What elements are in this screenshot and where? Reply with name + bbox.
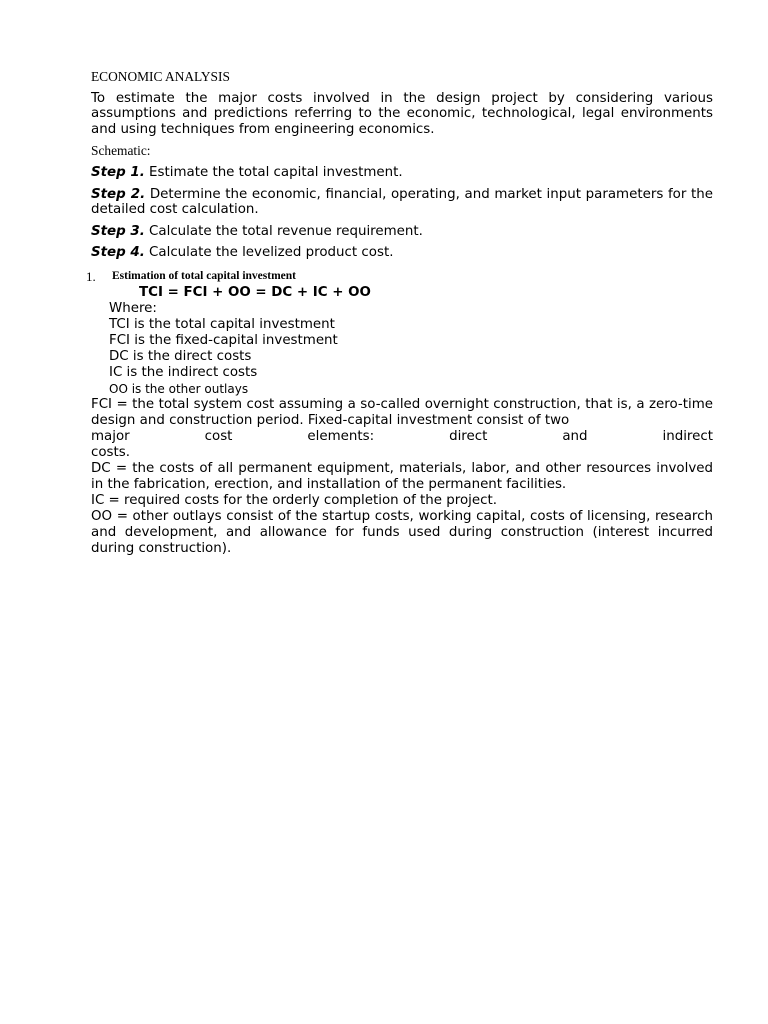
definition-item: IC is the indirect costs (109, 364, 258, 380)
step-text: Estimate the total capital investment. (144, 164, 403, 180)
step-label: Step 2. (91, 186, 146, 202)
step-text: Determine the economic, financial, operating, and market input parameters for the detailed cost calculation. (91, 186, 713, 218)
oo-paragraph: OO = other outlays consist of the startup costs, working capital, costs of licensing, research and development, and allowance for funds used during construction (interest incurred during construction). (91, 508, 713, 556)
dc-paragraph: DC = the costs of all permanent equipment, materials, labor, and other resources involved in the fabrication, erection, and installation of the permanent facilities. (91, 460, 713, 492)
step-4 (91, 245, 713, 261)
step-1 (91, 165, 713, 181)
step-text: Calculate the levelized product cost. (144, 245, 394, 261)
fci-paragraph-end: costs. (91, 444, 131, 460)
step-label: Step 3. (91, 223, 145, 239)
definition-list (91, 301, 713, 397)
fci-paragraph: FCI = the total system cost assuming a so-called overnight construction, that is, a zero-time design and construction period. Fixed-capital investment consist of two (91, 396, 713, 428)
step-text: Calculate the total revenue requirement. (144, 223, 423, 239)
step-3 (91, 224, 713, 240)
definition-item: DC is the direct costs (109, 348, 252, 364)
section-1 (86, 268, 713, 397)
where-label: Where: (109, 300, 157, 316)
tci-formula: TCI = FCI + OO = DC + IC + OO (139, 284, 371, 300)
document-page (86, 66, 713, 557)
intro-paragraph: To estimate the major costs involved in the design project by considering various assumptions and predictions referring to the economic, technological, legal environments and using techniques from engineering economics. (91, 90, 713, 137)
definition-item: FCI is the fixed-capital investment (109, 332, 338, 348)
fci-paragraph-line: major cost elements: direct and indirect (91, 428, 713, 444)
definition-item: OO is the other outlays (109, 381, 249, 396)
step-label: Step 4. (91, 245, 145, 261)
page-title: ECONOMIC ANALYSIS (91, 69, 230, 84)
schematic-label: Schematic: (91, 143, 151, 159)
ic-paragraph: IC = required costs for the orderly completion of the project. (91, 492, 498, 508)
section-title: Estimation of total capital investment (112, 269, 296, 282)
definition-item: TCI is the total capital investment (109, 316, 335, 332)
section-number: 1. (86, 268, 96, 284)
step-label: Step 1. (91, 164, 145, 180)
step-2 (91, 187, 713, 218)
